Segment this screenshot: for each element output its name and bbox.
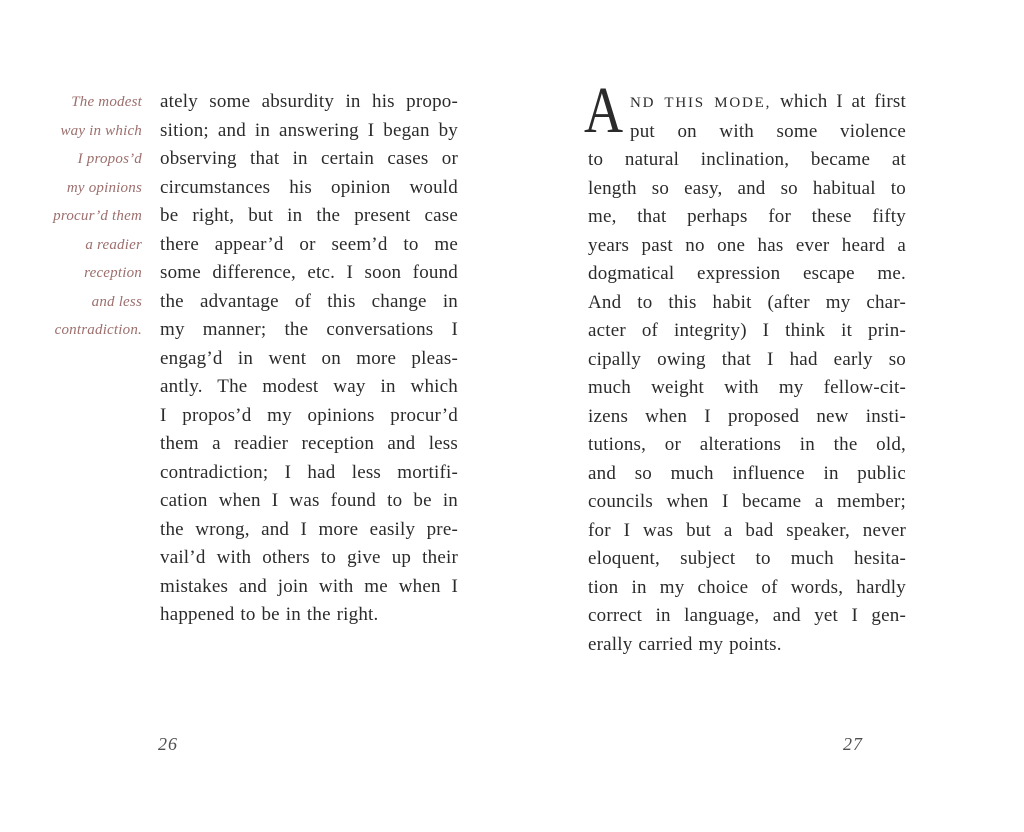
margin-note-line: a readier bbox=[85, 236, 142, 253]
body-line: correct in language, and yet I gen- bbox=[588, 605, 906, 626]
body-line: there appear’d or seem’d to me bbox=[160, 233, 458, 255]
body-line: cation when I was found to be in bbox=[160, 490, 458, 511]
margin-note-line: and less bbox=[91, 293, 142, 310]
right-page-text bbox=[584, 74, 906, 659]
body-line: sition; and in answering I began by bbox=[160, 119, 458, 141]
body-line: vail’d with others to give up their bbox=[160, 547, 458, 568]
body-line: contradiction; I had less mortifi- bbox=[160, 461, 458, 483]
body-line: much weight with my fellow-cit- bbox=[588, 377, 906, 398]
body-line: tutions, or alterations in the old, bbox=[588, 434, 906, 455]
left-page-number: 26 bbox=[158, 734, 178, 754]
body-line: eloquent, subject to much hesita- bbox=[588, 548, 906, 569]
body-line: length so easy, and so habitual to bbox=[588, 177, 906, 199]
body-line: ND THIS MODE, which I at first bbox=[630, 91, 906, 112]
body-line: tion in my choice of words, hardly bbox=[588, 576, 906, 598]
body-line: ately some absurdity in his propo- bbox=[160, 91, 458, 112]
body-line: put on with some violence bbox=[630, 120, 906, 142]
margin-note-line: The modest bbox=[71, 94, 142, 110]
body-line: my manner; the conversations I bbox=[160, 319, 458, 340]
body-line: observing that in certain cases or bbox=[160, 148, 458, 169]
margin-note bbox=[40, 88, 142, 345]
drop-cap: A bbox=[584, 74, 624, 147]
body-line: years past no one has ever heard a bbox=[588, 234, 906, 256]
right-page-number: 27 bbox=[843, 734, 863, 754]
body-line: izens when I proposed new insti- bbox=[588, 405, 906, 427]
margin-note-line: reception bbox=[84, 265, 142, 281]
margin-note-line: contradiction. bbox=[54, 322, 142, 338]
body-line: erally carried my points. bbox=[588, 633, 782, 655]
margin-note-line: procur’d them bbox=[53, 208, 142, 224]
body-line: the wrong, and I more easily pre- bbox=[160, 518, 458, 540]
margin-note-line: way in which bbox=[60, 122, 142, 139]
body-line: circumstances his opinion would bbox=[160, 176, 458, 198]
body-line: mistakes and join with me when I bbox=[160, 575, 458, 597]
body-line: them a readier reception and less bbox=[160, 433, 458, 454]
body-line: some difference, etc. I soon found bbox=[160, 262, 458, 283]
body-line: happened to be in the right. bbox=[160, 604, 379, 625]
body-line: antly. The modest way in which bbox=[160, 376, 458, 397]
small-caps-text: ND THIS MODE, bbox=[630, 95, 772, 111]
margin-note-line: my opinions bbox=[66, 179, 142, 196]
body-line: me, that perhaps for these fifty bbox=[588, 206, 906, 227]
body-line: dogmatical expression escape me. bbox=[588, 263, 906, 284]
body-line: the advantage of this change in bbox=[160, 290, 458, 312]
body-line: cipally owing that I had early so bbox=[588, 348, 906, 370]
margin-note-line: I propos’d bbox=[77, 151, 142, 167]
body-line: engag’d in went on more pleas- bbox=[160, 347, 458, 369]
right-page-lines bbox=[588, 88, 906, 659]
body-line: and so much influence in public bbox=[588, 462, 906, 484]
body-line: And to this habit (after my char- bbox=[588, 291, 906, 313]
left-page-text bbox=[160, 88, 458, 630]
body-line: acter of integrity) I think it prin- bbox=[588, 320, 906, 341]
body-line: for I was but a bad speaker, never bbox=[588, 519, 906, 541]
body-line: councils when I became a member; bbox=[588, 491, 906, 512]
body-line: to natural inclination, became at bbox=[588, 149, 906, 170]
body-line: be right, but in the present case bbox=[160, 205, 458, 226]
body-line: I propos’d my opinions procur’d bbox=[160, 404, 458, 426]
